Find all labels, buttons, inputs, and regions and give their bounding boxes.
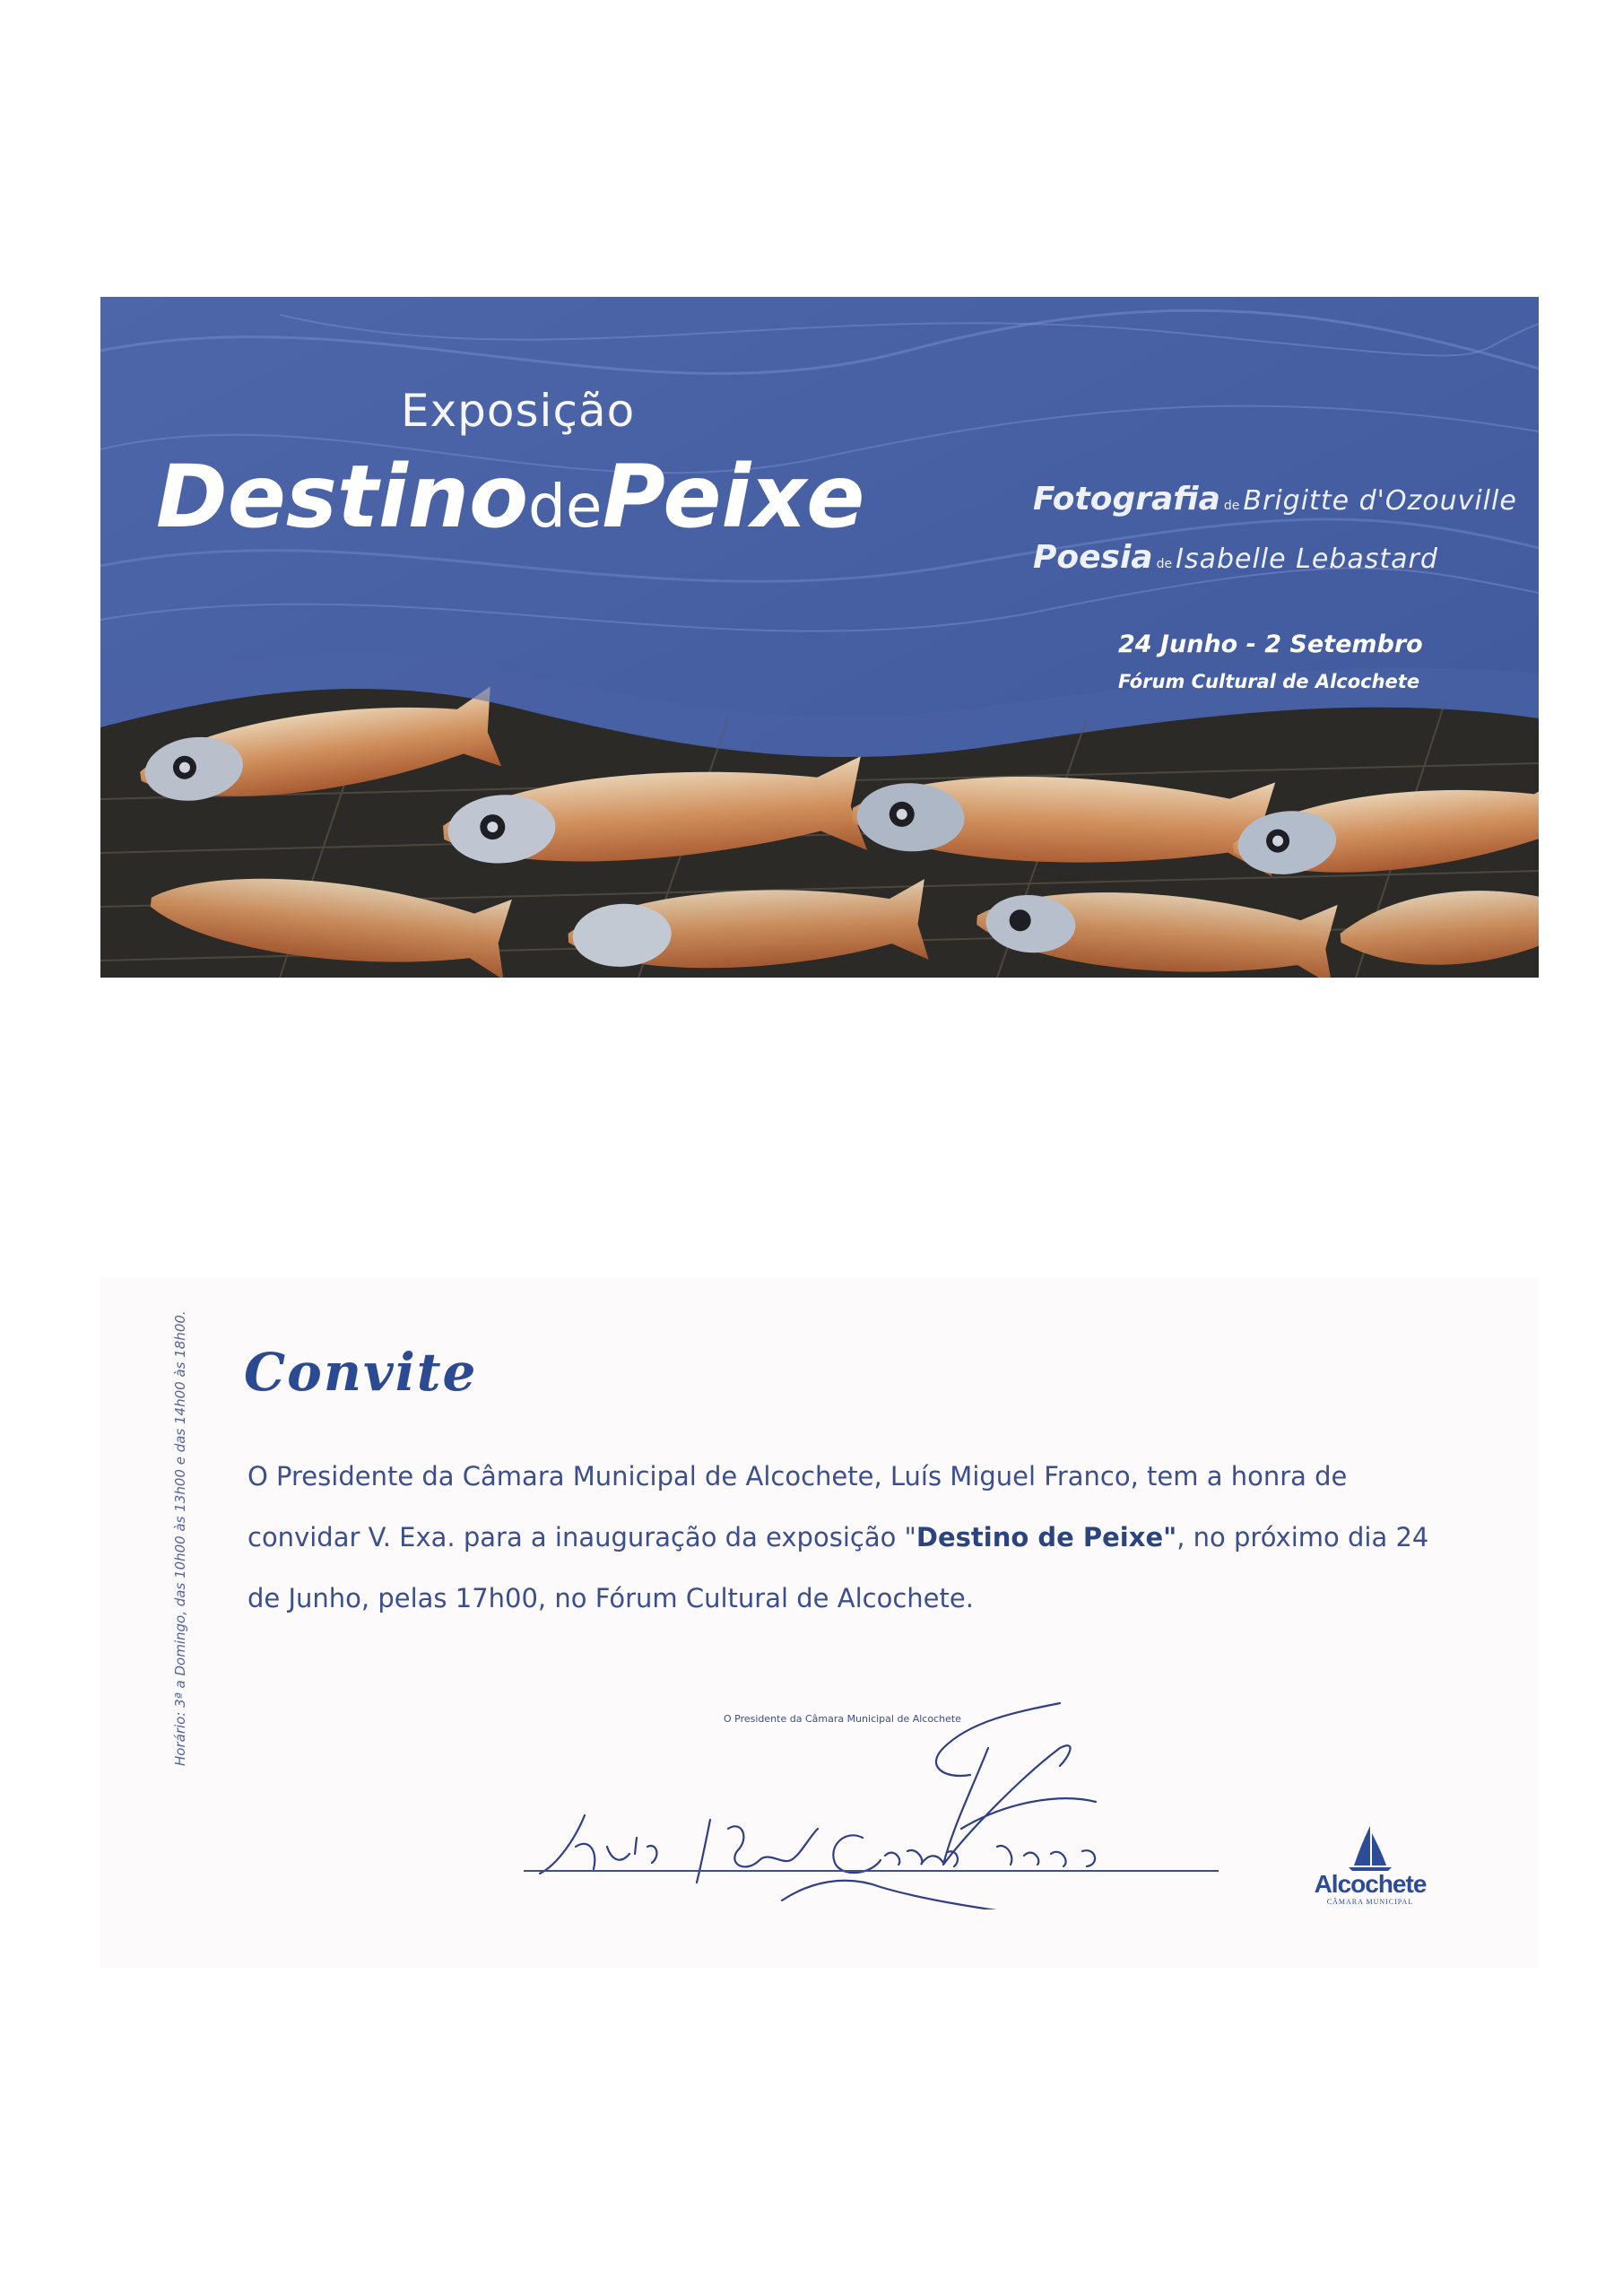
- exhibition-flyer: [100, 297, 1539, 978]
- credit-name: Isabelle Lebastard: [1176, 544, 1438, 575]
- invitation-body: [247, 1446, 1449, 1629]
- handwritten-signature: [522, 1694, 1150, 1909]
- alcochete-logo: [1303, 1824, 1437, 1923]
- invitation-title: Convite: [244, 1342, 478, 1403]
- credits: [1033, 474, 1517, 590]
- body-text-start: O Presidente da Câmara Municipal de Alcochete, Luís Miguel Franco, tem a honra de convidar V. Exa. para a inauguração da exposição ": [247, 1461, 1348, 1552]
- sailboat-icon: [1343, 1824, 1397, 1871]
- body-text-end: , no próximo dia 24 de Junho, pelas 17h00, no Fórum Cultural de Alcochete.: [247, 1522, 1429, 1613]
- credit-name: Brigitte d'Ozouville: [1243, 485, 1517, 517]
- signature-line: [524, 1870, 1219, 1872]
- invitation-card: [100, 1277, 1539, 1968]
- credit-kind: Poesia: [1033, 539, 1153, 576]
- title-part-destino: Destino: [156, 447, 529, 547]
- title-part-peixe: Peixe: [602, 447, 865, 547]
- title-connector: de: [528, 472, 603, 541]
- signature-caption: O Presidente da Câmara Municipal de Alcochete: [724, 1713, 961, 1725]
- opening-hours-note: Horário: 3ª a Domingo, das 10h00 às 13h00 e das 14h00 às 18h00.: [172, 1310, 188, 1766]
- exhibition-dates: 24 Junho - 2 Setembro: [1118, 631, 1423, 658]
- credit-poetry: [1033, 532, 1517, 590]
- exhibition-title: [156, 447, 865, 547]
- logo-subtitle: CÂMARA MUNICIPAL: [1326, 1898, 1414, 1906]
- credit-de: de: [1156, 557, 1173, 571]
- credit-kind: Fotografia: [1033, 481, 1220, 517]
- label-exposicao: Exposição: [401, 385, 636, 437]
- logo-name: Alcochete: [1314, 1870, 1427, 1898]
- credit-photography: [1033, 474, 1517, 532]
- exhibition-venue: Fórum Cultural de Alcochete: [1118, 671, 1420, 692]
- body-text-exhibition-name: Destino de Peixe": [916, 1522, 1177, 1552]
- credit-de: de: [1223, 499, 1240, 513]
